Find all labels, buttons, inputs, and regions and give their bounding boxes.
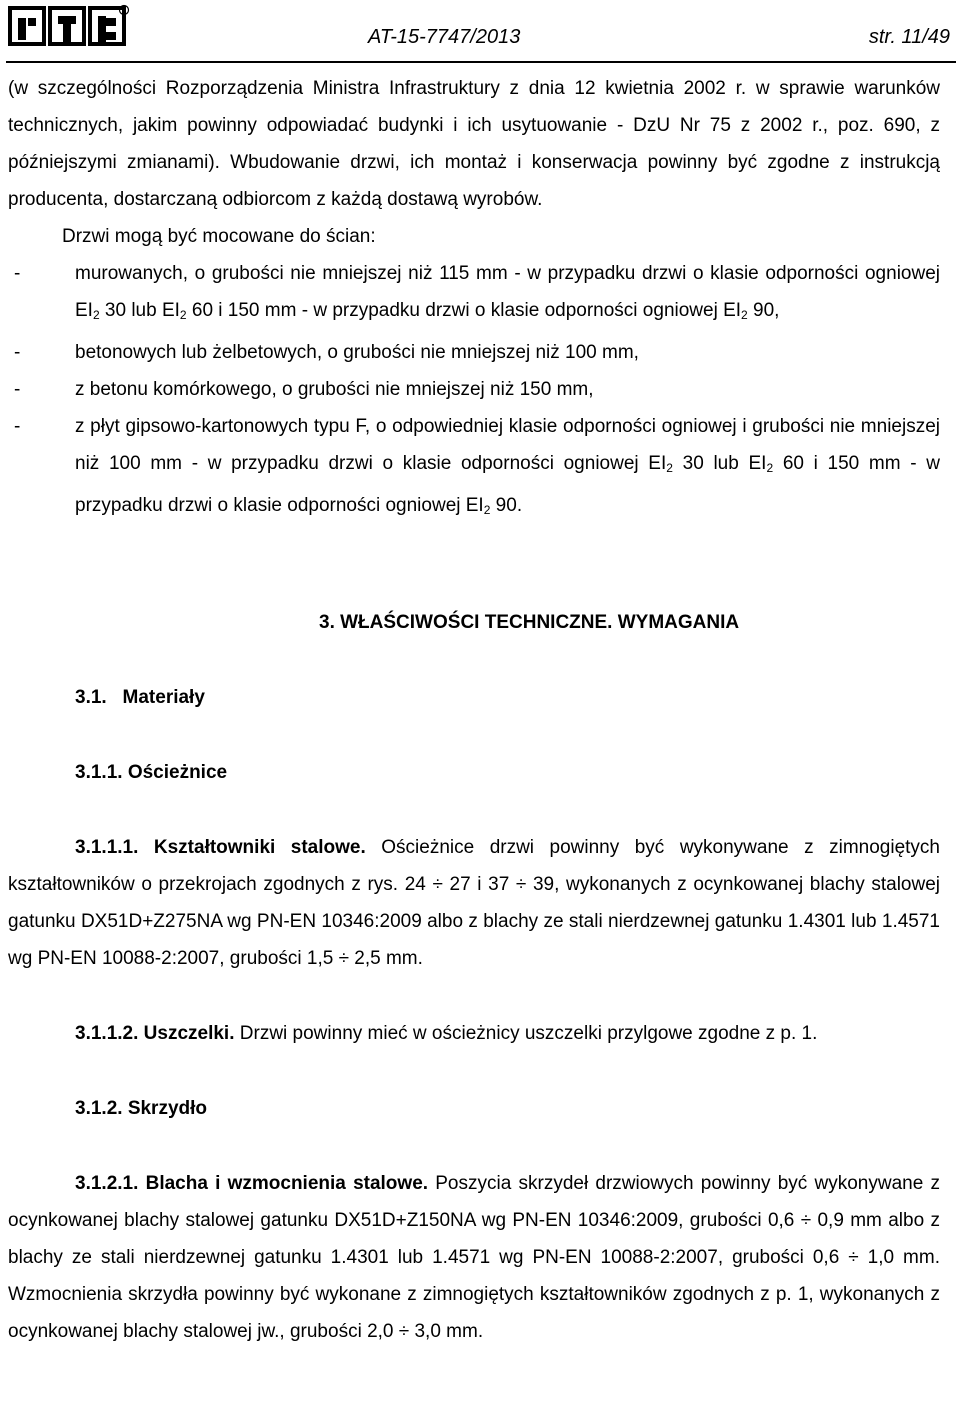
list-item: - z płyt gipsowo-kartonowych typu F, o odpowiedniej klasie odporności ogniowej i grubości nie mniejszej niż 100 mm - w przypadku drzwi o klasie odporności ogniowej $EI_2$ 30 lub $EI_2$ 60 i 150 mm - w przypadku drzwi o klasie odporności ogniowej $EI_2$ 90. <box>8 408 940 529</box>
list-dash: - <box>14 416 21 437</box>
section-3-1-2-heading: 3.1.2. Skrzydło <box>75 1098 208 1119</box>
section-3-1-2-1-paragraph: 3.1.2.1. Blacha i wzmocnienia stalowe. Poszycia skrzydeł drzwiowych powinny być wykonywane z ocynkowanej blachy stalowej gatunku DX51D+Z150NA wg PN-EN 10346:2009, grubości 0,6 ÷ 0,9 mm albo z blachy ze stali nierdzewnej gatunku 1.4301 lub 1.4571 wg PN-EN 10088-2:2007, grubości 0,6 ÷ 1,0 mm. Wzmocnienia skrzydła powinny być wykonane z zimnogiętych kształtowników zgodnych z p. 1, wykonanych z ocynkowanej blachy stalowej jw., grubości 2,0 ÷ 3,0 mm. <box>8 1173 940 1342</box>
document-number: AT-15-7747/2013 <box>368 26 521 48</box>
wall-types-list <box>8 255 940 529</box>
svg-text:R: R <box>121 7 127 15</box>
section-3-title: 3. WŁAŚCIWOŚCI TECHNICZNE. WYMAGANIA <box>319 612 740 633</box>
document-body <box>8 70 940 1350</box>
list-dash: - <box>14 379 21 400</box>
section-3-1-heading: 3.1. Materiały <box>75 687 205 708</box>
list-item: - z betonu komórkowego, o grubości nie mniejszej niż 150 mm, <box>8 371 940 408</box>
itb-logo-icon <box>8 4 130 48</box>
list-dash: - <box>14 263 21 284</box>
page-header <box>0 0 960 60</box>
walls-intro: Drzwi mogą być mocowane do ścian: <box>62 226 376 247</box>
section-3-1-1-2-paragraph: 3.1.1.2. Uszczelki. Drzwi powinny mieć w ościeżnicy uszczelki przylgowe zgodne z p. 1. <box>75 1023 818 1044</box>
page-number: str. 11/49 <box>868 26 950 48</box>
list-dash: - <box>14 342 21 363</box>
list-item: - betonowych lub żelbetowych, o grubości nie mniejszej niż 100 mm, <box>8 334 940 371</box>
header-rule <box>6 61 956 63</box>
section-3-1-1-1-paragraph: 3.1.1.1. Kształtowniki stalowe. Ościeżnice drzwi powinny być wykonywane z zimnogiętych kształtowników o przekrojach zgodnych z rys. 24 ÷ 27 i 37 ÷ 39, wykonanych z ocynkowanej blachy stalowej gatunku DX51D+Z275NA wg PN-EN 10346:2009 albo z blachy ze stali nierdzewnej gatunku 1.4301 lub 1.4571 wg PN-EN 10088-2:2007, grubości 1,5 ÷ 2,5 mm. <box>8 837 940 969</box>
section-3-1-1-heading: 3.1.1. Ościeżnice <box>75 762 228 783</box>
list-item: - murowanych, o grubości nie mniejszej niż 115 mm - w przypadku drzwi o klasie odporności ogniowej $EI_2$ 30 lub $EI_2$ 60 i 150 mm - w przypadku drzwi o klasie odporności ogniowej $EI_2$ 90, <box>8 255 940 334</box>
intro-paragraph: (w szczególności Rozporządzenia Ministra Infrastruktury z dnia 12 kwietnia 2002 r. w sprawie warunków technicznych, jakim powinny odpowiadać budynki i ich usytuowanie - DzU Nr 75 z 2002 r., poz. 690, z późniejszymi zmianami). Wbudowanie drzwi, ich montaż i konserwacja powinny być zgodne z instrukcją producenta, dostarczaną odbiorcom z każdą dostawą wyrobów. <box>8 78 940 210</box>
